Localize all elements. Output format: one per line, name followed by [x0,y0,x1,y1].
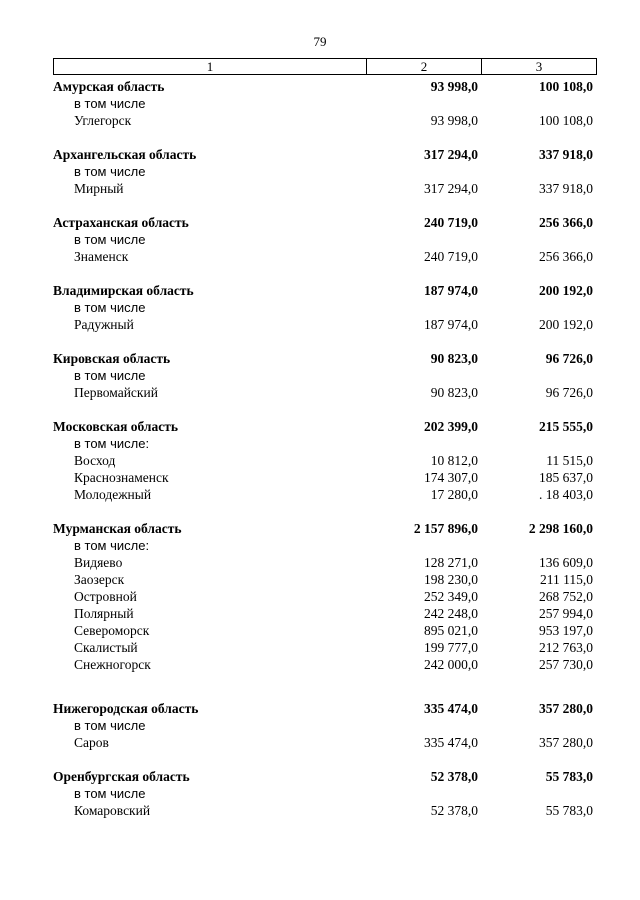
city-row [53,452,595,469]
region-total-row-value-col2: 317 294,0 [424,147,478,162]
including-label-row-label: в том числе: [74,538,150,553]
city-row-value-col2: 174 307,0 [424,470,478,485]
column-header-3: 3 [535,59,543,74]
city-row-value-col3: 257 730,0 [539,657,593,672]
city-row-value-col2: 242 000,0 [424,657,478,672]
city-row [53,734,595,751]
region-total-row-value-col2: 202 399,0 [424,419,478,434]
city-row-value-col3: 55 783,0 [545,803,593,818]
city-row-label: Полярный [74,606,134,621]
city-row-value-col3: 185 637,0 [539,470,593,485]
city-row-value-col3: 337 918,0 [539,181,593,196]
region-total-row-label: Астраханская область [53,215,189,230]
city-row-value-col3: 212 763,0 [539,640,593,655]
city-row [53,571,595,588]
city-row-value-col2: 335 474,0 [424,735,478,750]
region-total-row [53,78,595,95]
table-body [53,78,595,836]
region-total-row-value-col3: 2 298 160,0 [528,521,593,536]
including-label-row-label: в том числе [74,232,146,247]
city-row-value-col2: 17 280,0 [430,487,478,502]
city-row-value-col2: 187 974,0 [424,317,478,332]
region-block [53,146,595,197]
city-row-label: Островной [74,589,137,604]
city-row [53,248,595,265]
city-row [53,588,595,605]
city-row-label: Снежногорск [74,657,151,672]
region-total-row [53,350,595,367]
column-header-row [53,58,597,75]
region-block [53,768,595,819]
column-header-2: 2 [367,59,482,74]
including-label-row [53,231,595,248]
region-total-row-label: Владимирская область [53,283,194,298]
region-total-row-value-col3: 55 783,0 [545,769,593,784]
including-label-row [53,717,595,734]
region-total-row-value-col3: 96 726,0 [545,351,593,366]
region-total-row-value-col3: 357 280,0 [539,701,593,716]
region-total-row-value-col2: 2 157 896,0 [413,521,478,536]
page-number: 79 [313,34,327,49]
including-label-row-label: в том числе [74,718,146,733]
city-row-value-col2: 90 823,0 [430,385,478,400]
region-total-row-value-col2: 90 823,0 [430,351,478,366]
region-total-row-label: Кировская область [53,351,171,366]
city-row [53,802,595,819]
region-block [53,214,595,265]
city-row-value-col3: . 18 403,0 [539,487,593,502]
city-row-value-col2: 52 378,0 [430,803,478,818]
including-label-row-label: в том числе [74,300,146,315]
city-row-value-col2: 317 294,0 [424,181,478,196]
region-total-row [53,418,595,435]
including-label-row-label: в том числе [74,368,146,383]
city-row-label: Радужный [74,317,134,332]
city-row-label: Углегорск [74,113,132,128]
city-row-value-col3: 211 115,0 [540,572,593,587]
city-row [53,656,595,673]
city-row-label: Мирный [74,181,124,196]
region-total-row [53,700,595,717]
city-row [53,384,595,401]
city-row-value-col3: 953 197,0 [539,623,593,638]
city-row-value-col3: 268 752,0 [539,589,593,604]
region-total-row [53,214,595,231]
including-label-row [53,95,595,112]
region-total-row-value-col2: 93 998,0 [430,79,478,94]
region-total-row-value-col3: 200 192,0 [539,283,593,298]
including-label-row [53,367,595,384]
region-total-row [53,520,595,537]
city-row [53,180,595,197]
city-row-value-col2: 128 271,0 [424,555,478,570]
region-total-row-label: Московская область [53,419,179,434]
region-total-row-label: Нижегородская область [53,701,199,716]
city-row [53,605,595,622]
city-row-value-col2: 199 777,0 [424,640,478,655]
including-label-row-label: в том числе [74,786,146,801]
region-block [53,282,595,333]
region-total-row-label: Амурская область [53,79,165,94]
including-label-row-label: в том числе [74,96,146,111]
region-total-row-value-col2: 52 378,0 [430,769,478,784]
region-total-row-value-col3: 100 108,0 [539,79,593,94]
city-row-label: Первомайский [74,385,158,400]
region-total-row [53,282,595,299]
region-total-row-label: Оренбургская область [53,769,190,784]
city-row [53,486,595,503]
city-row [53,554,595,571]
city-row [53,622,595,639]
city-row-label: Североморск [74,623,150,638]
city-row-label: Краснознаменск [74,470,169,485]
region-total-row-value-col2: 335 474,0 [424,701,478,716]
including-label-row-label: в том числе: [74,436,150,451]
city-row-value-col3: 357 280,0 [539,735,593,750]
city-row-value-col3: 100 108,0 [539,113,593,128]
including-label-row [53,785,595,802]
region-block [53,350,595,401]
city-row-label: Заозерск [74,572,125,587]
including-label-row [53,435,595,452]
region-total-row-value-col3: 256 366,0 [539,215,593,230]
region-block [53,78,595,129]
including-label-row [53,537,595,554]
city-row-value-col3: 96 726,0 [545,385,593,400]
region-total-row [53,146,595,163]
city-row-value-col3: 11 515,0 [546,453,593,468]
city-row [53,639,595,656]
column-header-1: 1 [54,59,367,74]
region-total-row [53,768,595,785]
region-total-row-label: Архангельская область [53,147,197,162]
city-row-value-col2: 242 248,0 [424,606,478,621]
region-block [53,520,595,673]
city-row-value-col3: 257 994,0 [539,606,593,621]
city-row-value-col2: 198 230,0 [424,572,478,587]
city-row-label: Видяево [74,555,123,570]
city-row-label: Скалистый [74,640,138,655]
region-block [53,418,595,503]
region-total-row-value-col2: 187 974,0 [424,283,478,298]
city-row-value-col2: 93 998,0 [430,113,478,128]
city-row-value-col2: 252 349,0 [424,589,478,604]
city-row-value-col3: 136 609,0 [539,555,593,570]
city-row [53,316,595,333]
region-total-row-value-col2: 240 719,0 [424,215,478,230]
city-row-value-col2: 240 719,0 [424,249,478,264]
city-row-label: Саров [74,735,109,750]
city-row-value-col3: 256 366,0 [539,249,593,264]
including-label-row-label: в том числе [74,164,146,179]
city-row-value-col2: 895 021,0 [424,623,478,638]
city-row-label: Комаровский [74,803,151,818]
region-block [53,700,595,751]
city-row-label: Молодежный [74,487,152,502]
region-total-row-value-col3: 215 555,0 [539,419,593,434]
region-total-row-value-col3: 337 918,0 [539,147,593,162]
region-total-row-label: Мурманская область [53,521,182,536]
city-row-value-col2: 10 812,0 [430,453,478,468]
city-row [53,469,595,486]
city-row-label: Знаменск [74,249,129,264]
including-label-row [53,163,595,180]
city-row-label: Восход [74,453,116,468]
including-label-row [53,299,595,316]
city-row [53,112,595,129]
city-row-value-col3: 200 192,0 [539,317,593,332]
